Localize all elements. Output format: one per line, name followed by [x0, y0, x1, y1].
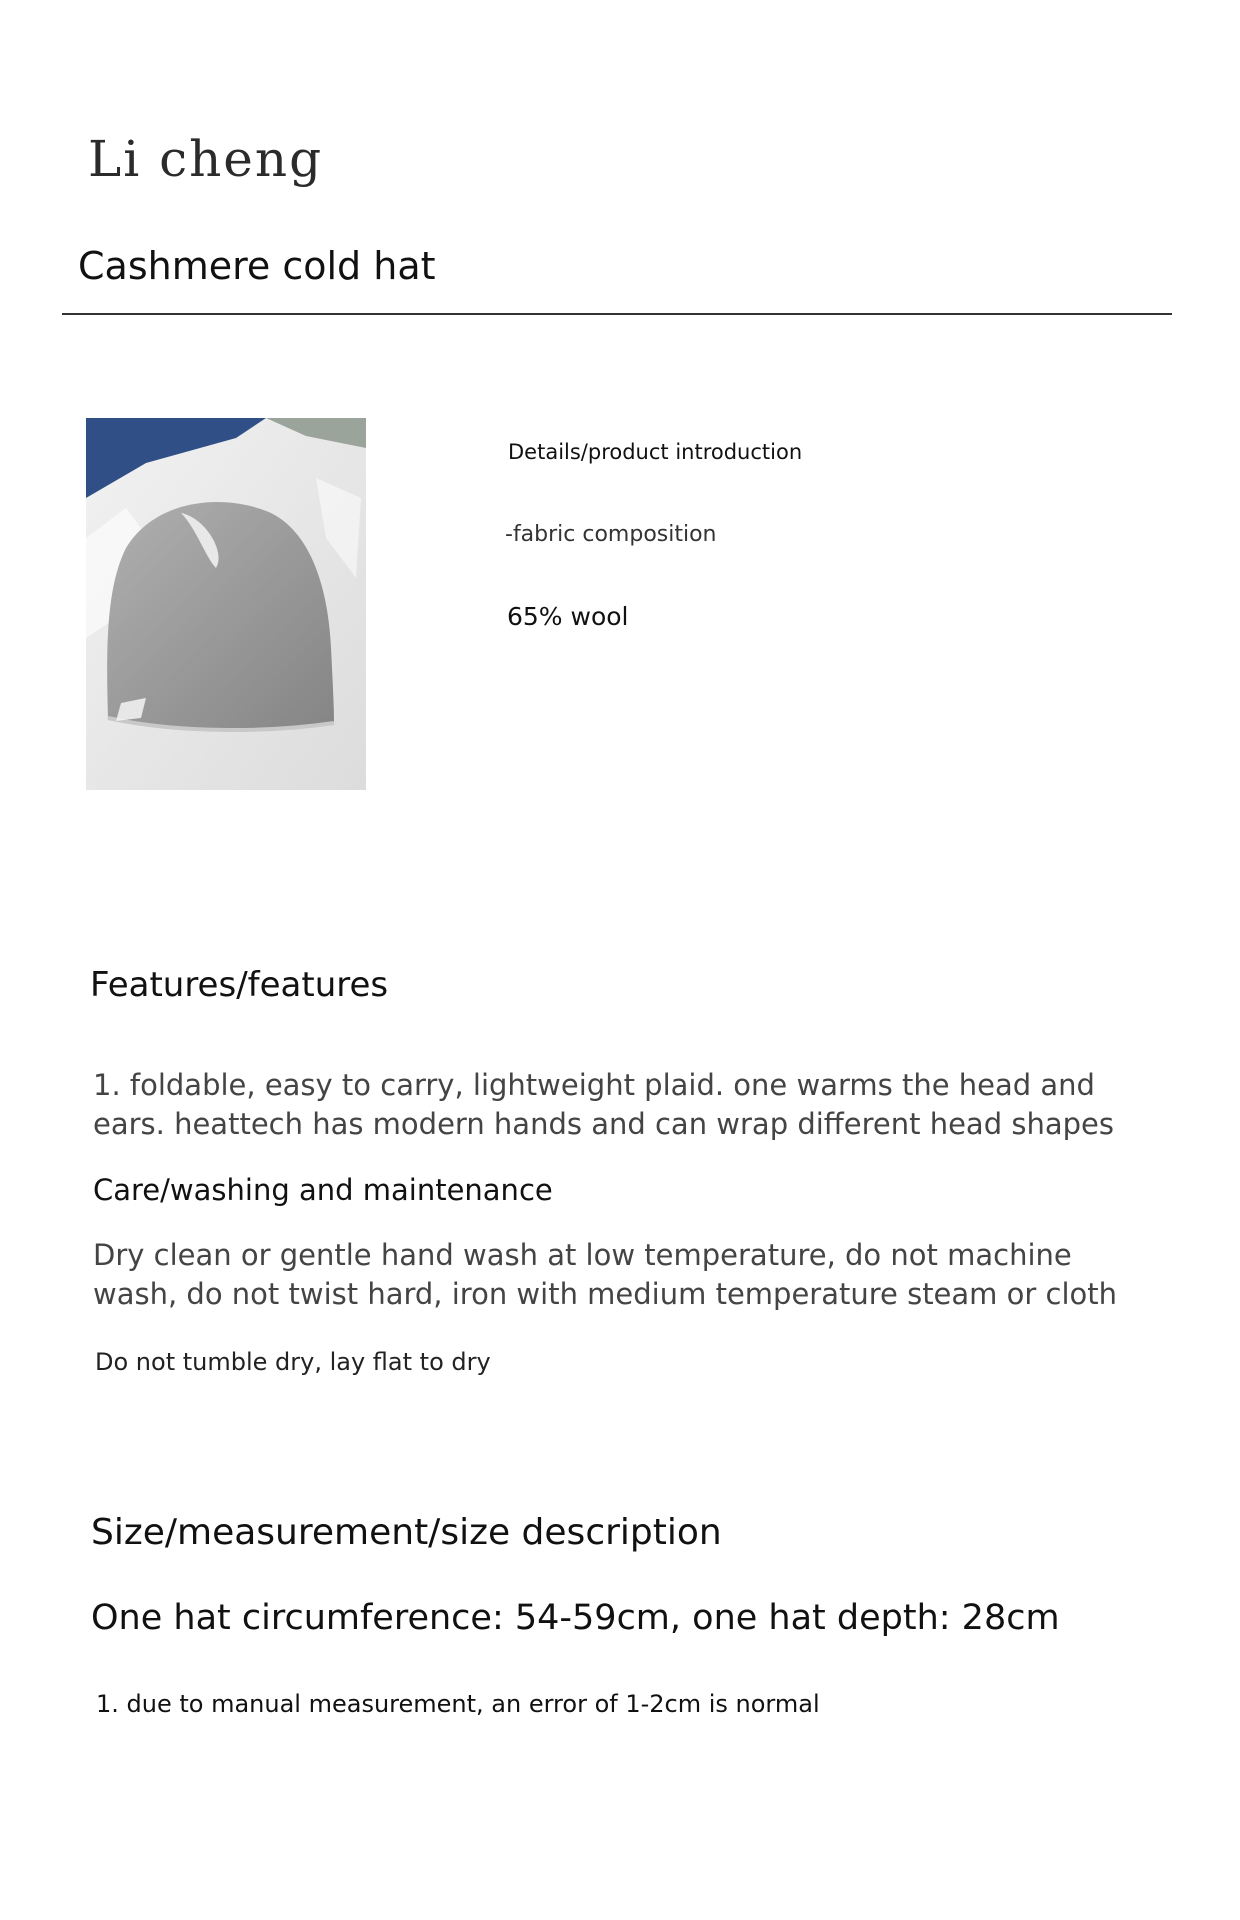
size-heading: Size/measurement/size description — [91, 1512, 722, 1553]
title-divider — [62, 313, 1172, 315]
fabric-composition-label: -fabric composition — [505, 522, 717, 547]
details-heading: Details/product introduction — [508, 440, 803, 464]
size-value: One hat circumference: 54-59cm, one hat depth: 28cm — [91, 1598, 1060, 1638]
care-text: Dry clean or gentle hand wash at low temperature, do not machine wash, do not twist hard, iron with medium temperature steam or cloth — [93, 1238, 1118, 1311]
features-heading: Features/features — [90, 965, 389, 1005]
care-note: Do not tumble dry, lay flat to dry — [95, 1348, 491, 1376]
features-text: 1. foldable, easy to carry, lightweight plaid. one warms the head and ears. heattech has modern hands and can wrap different head shapes — [93, 1068, 1114, 1141]
product-title: Cashmere cold hat — [78, 244, 436, 288]
product-photo — [86, 418, 366, 790]
size-note: 1. due to manual measurement, an error of 1-2cm is normal — [96, 1690, 820, 1718]
care-heading: Care/washing and maintenance — [93, 1173, 553, 1207]
fabric-composition-value: 65% wool — [507, 602, 629, 631]
brand-logo: Li cheng — [88, 130, 324, 188]
